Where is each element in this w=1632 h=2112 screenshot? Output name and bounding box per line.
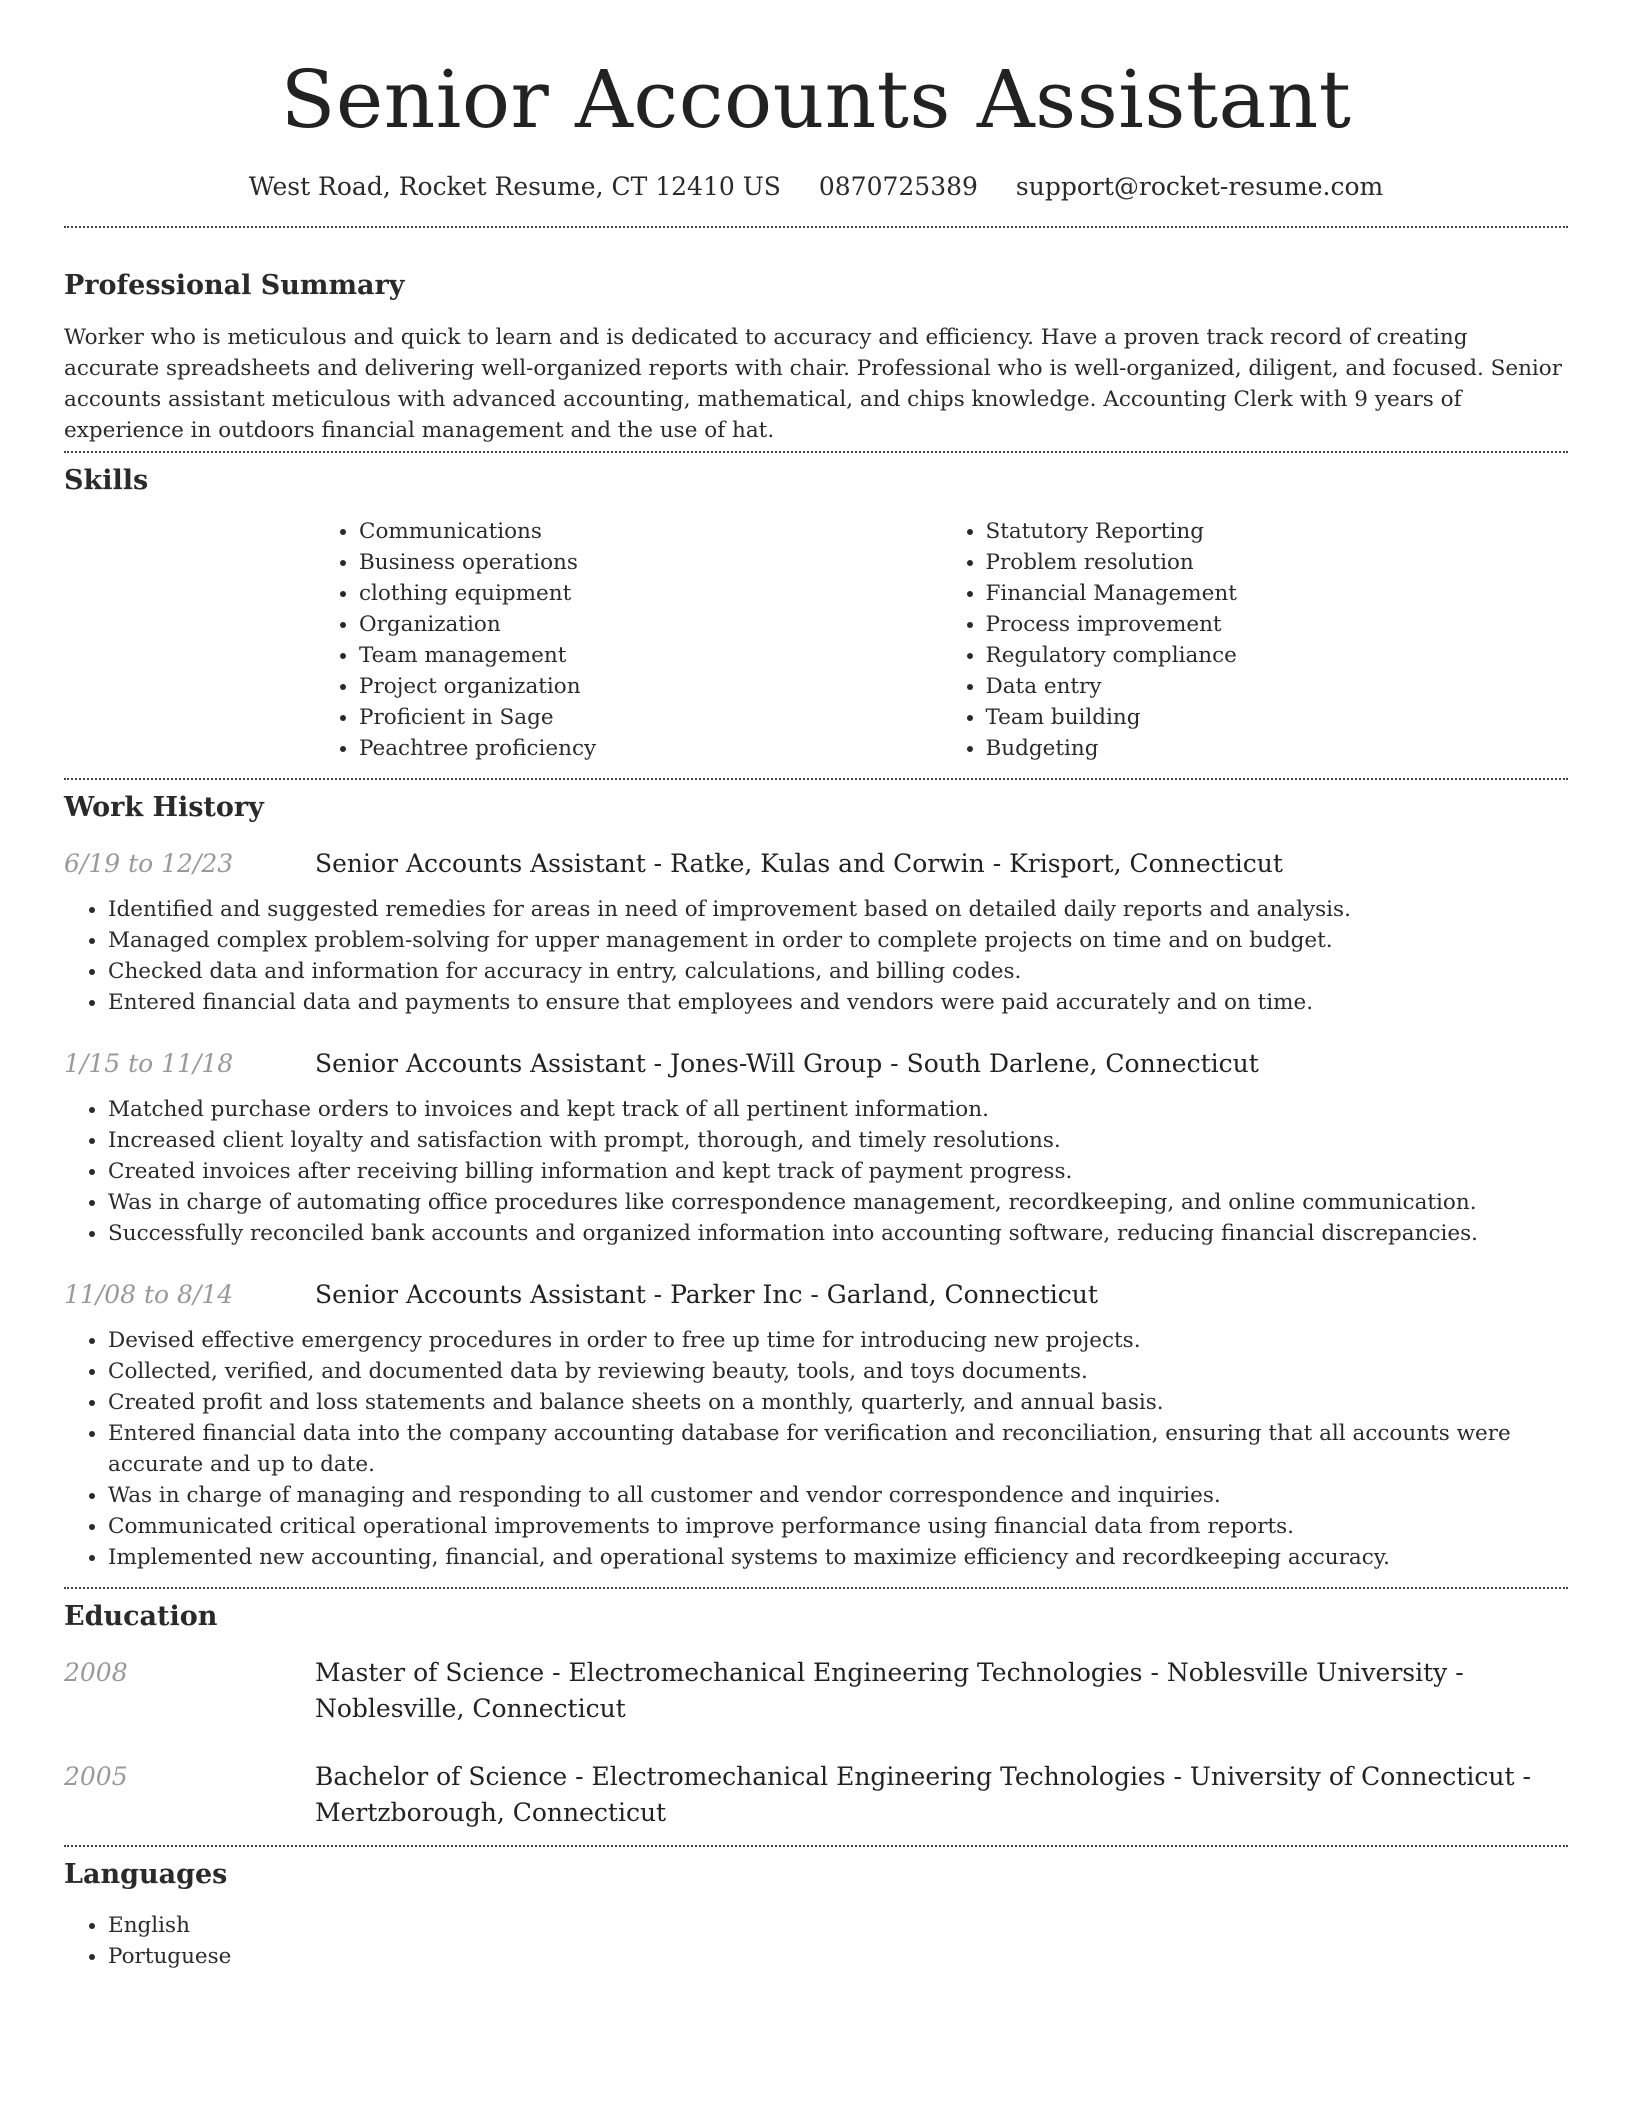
work-entry-date: 6/19 to 12/23 xyxy=(64,849,234,878)
skill-item: • Business operations xyxy=(359,547,942,578)
skill-item: • Process improvement xyxy=(986,609,1569,640)
work-bullet: • Matched purchase orders to invoices and kept track of all pertinent information. xyxy=(108,1094,1568,1125)
skill-item: • Financial Management xyxy=(986,578,1569,609)
section-divider xyxy=(64,226,1568,228)
work-entry-bullets xyxy=(64,1094,1568,1249)
work-entry-date: 1/15 to 11/18 xyxy=(64,1049,234,1078)
work-bullet: • Created profit and loss statements and balance sheets on a monthly, quarterly, and annual basis. xyxy=(108,1387,1568,1418)
work-bullet: • Was in charge of automating office procedures like correspondence management, recordkeeping, and online communication. xyxy=(108,1187,1568,1218)
language-item: • Portuguese xyxy=(108,1941,1568,1972)
work-entry-header xyxy=(64,1046,1568,1082)
work-heading: Work History xyxy=(64,792,264,823)
work-bullet: • Increased client loyalty and satisfaction with prompt, thorough, and timely resolutions. xyxy=(108,1125,1568,1156)
skill-item: • Organization xyxy=(359,609,942,640)
work-entry xyxy=(64,1046,1568,1249)
work-bullet: • Was in charge of managing and responding to all customer and vendor correspondence and inquiries. xyxy=(108,1480,1568,1511)
section-divider xyxy=(64,778,1568,780)
skill-item: • Problem resolution xyxy=(986,547,1569,578)
work-entry-date: 11/08 to 8/14 xyxy=(64,1280,234,1309)
work-bullet: • Communicated critical operational improvements to improve performance using financial data from reports. xyxy=(108,1511,1568,1542)
work-bullet: • Entered financial data into the company accounting database for verification and reconciliation, ensuring that all accounts were accurate and up to date. xyxy=(108,1418,1568,1480)
work-bullet: • Collected, verified, and documented data by reviewing beauty, tools, and toys documents. xyxy=(108,1356,1568,1387)
skill-item: • Proficient in Sage xyxy=(359,702,942,733)
work-bullet: • Devised effective emergency procedures in order to free up time for introducing new projects. xyxy=(108,1325,1568,1356)
skill-item: • Team building xyxy=(986,702,1569,733)
education-entry xyxy=(64,1759,1568,1831)
skill-item: • Regulatory compliance xyxy=(986,640,1569,671)
education-entry xyxy=(64,1655,1568,1727)
work-entry-bullets xyxy=(64,1325,1568,1573)
languages-list xyxy=(64,1910,1568,1972)
skill-item: • Data entry xyxy=(986,671,1569,702)
work-entry xyxy=(64,846,1568,1018)
contact-line xyxy=(64,170,1568,204)
work-bullet: • Implemented new accounting, financial, and operational systems to maximize efficiency and recordkeeping accuracy. xyxy=(108,1542,1568,1573)
skill-item: • Team management xyxy=(359,640,942,671)
skill-item: • clothing equipment xyxy=(359,578,942,609)
skills-list xyxy=(315,516,1568,764)
skill-item: • Peachtree proficiency xyxy=(359,733,942,764)
work-bullet: • Entered financial data and payments to ensure that employees and vendors were paid accurately and on time. xyxy=(108,987,1568,1018)
skill-item: • Budgeting xyxy=(986,733,1569,764)
education-date: 2008 xyxy=(64,1658,128,1687)
work-entry-title: Senior Accounts Assistant - Ratke, Kulas and Corwin - Krisport, Connecticut xyxy=(315,849,1283,878)
education-title: Bachelor of Science - Electromechanical Engineering Technologies - University of Connecticut - Mertzborough, Connecticut xyxy=(315,1762,1531,1827)
section-divider xyxy=(64,451,1568,453)
education-date: 2005 xyxy=(64,1762,128,1791)
skills-column-left xyxy=(315,516,942,764)
work-entry-bullets xyxy=(64,894,1568,1018)
work-bullet: • Identified and suggested remedies for areas in need of improvement based on detailed daily reports and analysis. xyxy=(108,894,1568,925)
skill-item: • Statutory Reporting xyxy=(986,516,1569,547)
work-entry-title: Senior Accounts Assistant - Jones-Will Group - South Darlene, Connecticut xyxy=(315,1049,1259,1078)
work-bullet: • Created invoices after receiving billing information and kept track of payment progress. xyxy=(108,1156,1568,1187)
work-entry-header xyxy=(64,846,1568,882)
work-bullet: • Managed complex problem-solving for upper management in order to complete projects on time and on budget. xyxy=(108,925,1568,956)
candidate-name: Senior Accounts Assistant xyxy=(280,53,1352,146)
languages-heading: Languages xyxy=(64,1859,228,1890)
skills-heading: Skills xyxy=(64,465,149,496)
skill-item: • Project organization xyxy=(359,671,942,702)
contact-phone: 0870725389 xyxy=(818,172,978,201)
language-item: • English xyxy=(108,1910,1568,1941)
work-entry-title: Senior Accounts Assistant - Parker Inc - Garland, Connecticut xyxy=(315,1280,1098,1309)
summary-text: Worker who is meticulous and quick to learn and is dedicated to accuracy and efficiency. Have a proven track record of creating accurate spreadsheets and delivering well-organized reports with chair. Professional who is well-organized, diligent, and focused. Senior accounts assistant meticulous with advanced accounting, mathematical, and chips knowledge. Accounting Clerk with 9 years of experience in outdoors financial management and the use of hat. xyxy=(64,325,1563,443)
skill-item: • Communications xyxy=(359,516,942,547)
contact-email: support@rocket-resume.com xyxy=(1015,172,1384,201)
work-bullet: • Checked data and information for accuracy in entry, calculations, and billing codes. xyxy=(108,956,1568,987)
section-divider xyxy=(64,1845,1568,1847)
skills-column-right xyxy=(942,516,1569,764)
work-entry xyxy=(64,1277,1568,1573)
summary-heading: Professional Summary xyxy=(64,270,405,301)
work-bullet: • Successfully reconciled bank accounts and organized information into accounting software, reducing financial discrepancies. xyxy=(108,1218,1568,1249)
section-divider xyxy=(64,1587,1568,1589)
contact-address: West Road, Rocket Resume, CT 12410 US xyxy=(248,172,781,201)
education-heading: Education xyxy=(64,1601,218,1632)
work-entry-header xyxy=(64,1277,1568,1313)
education-title: Master of Science - Electromechanical Engineering Technologies - Noblesville University - Noblesville, Connecticut xyxy=(315,1658,1464,1723)
